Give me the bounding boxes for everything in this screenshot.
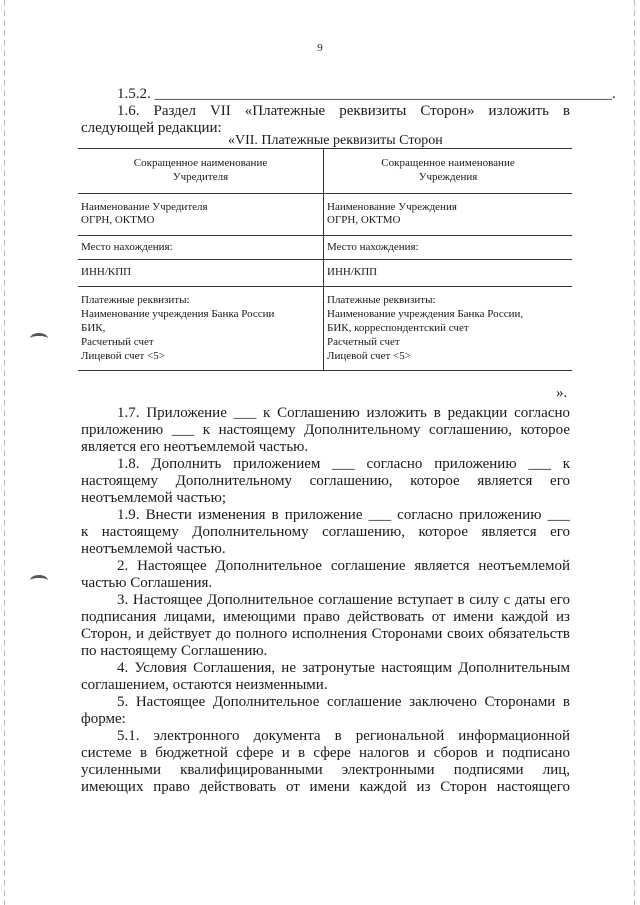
page-number: 9: [317, 42, 323, 54]
paragraph-1-9-line2: к настоящему Дополнительному соглашению, которое является его: [81, 524, 570, 540]
paragraph-5-1-line1: 5.1. электронного документа в региональной информационной: [117, 728, 570, 744]
paragraph-1-7-line3: является его неотъемлемой частью.: [81, 439, 309, 455]
institution-payment-line2: Наименование учреждения Банка России,: [327, 308, 524, 320]
institution-inn-cell: ИНН/КПП: [327, 266, 378, 278]
item-1-6-line2: следующей редакции:: [81, 120, 222, 136]
scan-edge-right: [634, 0, 635, 905]
paragraph-2-line2: частью Соглашения.: [81, 575, 213, 591]
paragraph-3-line4: по настоящему Соглашению.: [81, 643, 268, 659]
institution-ogrn-cell: ОГРН, ОКТМО: [327, 214, 401, 226]
founder-inn-cell: ИНН/КПП: [81, 266, 132, 278]
founder-payment-line1: Платежные реквизиты:: [81, 294, 190, 306]
table-closing-quote: ».: [556, 385, 568, 401]
paragraph-1-9-line1: 1.9. Внести изменения в приложение ___ согласно приложению ___: [117, 507, 570, 523]
paragraph-4-line1: 4. Условия Соглашения, не затронутые настоящим Дополнительным: [117, 660, 570, 676]
binder-hole-mark: [30, 575, 48, 586]
scan-edge-left: [4, 0, 5, 905]
paragraph-1-9-line3: неотъемлемой частью.: [81, 541, 226, 557]
institution-name-cell: Наименование Учреждения: [327, 201, 457, 213]
binder-hole-mark: [30, 333, 48, 344]
founder-name-cell: Наименование Учредителя: [81, 201, 208, 213]
paragraph-5-line2: форме:: [81, 711, 126, 727]
header-founder-line2: Учредителя: [172, 171, 229, 183]
paragraph-5-line1: 5. Настоящее Дополнительное соглашение заключено Сторонами в: [117, 694, 570, 710]
founder-address-cell: Место нахождения:: [81, 241, 173, 253]
table-title: «VII. Платежные реквизиты Сторон: [228, 133, 443, 148]
institution-payment-line3: БИК, корреспондентский счет: [327, 322, 469, 334]
table-row-divider: [78, 259, 572, 260]
paragraph-1-7-line1: 1.7. Приложение ___ к Соглашению изложить в редакции согласно: [117, 405, 570, 421]
table-row-divider: [78, 286, 572, 287]
paragraph-2-line1: 2. Настоящее Дополнительное соглашение является неотъемлемой: [117, 558, 570, 574]
paragraph-1-8-line3: неотъемлемой частью;: [81, 490, 226, 506]
paragraph-3-line3: Сторон, и действует до полного исполнения Сторонами своих обязательств: [81, 626, 570, 642]
paragraph-5-1-line3: усиленными квалифицированными электронными подписями лиц,: [81, 762, 570, 778]
founder-payment-line4: Расчетный счет: [81, 336, 154, 348]
paragraph-1-7-line2: приложению ___ к настоящему Дополнительному соглашению, которое: [81, 422, 570, 438]
paragraph-1-8-line1: 1.8. Дополнить приложением ___ согласно приложению ___ к: [117, 456, 570, 472]
paragraph-1-8-line2: настоящему Дополнительному соглашению, которое является его: [81, 473, 570, 489]
paragraph-4-line2: соглашением, остаются неизменными.: [81, 677, 328, 693]
founder-payment-line2: Наименование учреждения Банка России: [81, 308, 275, 320]
table-row-divider: [78, 193, 572, 194]
item-1-5-2: 1.5.2. _____________________________________________________________.: [117, 86, 616, 102]
paragraph-3-line2: подписания лицами, имеющими право действовать от имени каждой из: [81, 609, 570, 625]
item-1-6-line1: 1.6. Раздел VII «Платежные реквизиты Сторон» изложить в: [117, 103, 570, 119]
founder-ogrn-cell: ОГРН, ОКТМО: [81, 214, 155, 226]
institution-address-cell: Место нахождения:: [327, 241, 419, 253]
table-row-divider: [78, 235, 572, 236]
header-founder-line1: Сокращенное наименование: [133, 157, 268, 169]
institution-payment-line1: Платежные реквизиты:: [327, 294, 436, 306]
founder-payment-line3: БИК,: [81, 322, 106, 334]
paragraph-5-1-line2: системе в бюджетной сфере и в сфере налогов и сборов и подписано: [81, 745, 570, 761]
institution-payment-line4: Расчетный счет: [327, 336, 400, 348]
payment-details-table: [78, 148, 572, 371]
header-institution-line2: Учреждения: [418, 171, 478, 183]
institution-payment-line5: Лицевой счет <5>: [327, 350, 411, 362]
paragraph-3-line1: 3. Настоящее Дополнительное соглашение вступает в силу с даты его: [117, 592, 570, 608]
paragraph-5-1-line4: имеющих право действовать от имени каждой из Сторон настоящего: [81, 779, 570, 795]
header-institution-line1: Сокращенное наименование: [381, 157, 515, 169]
founder-payment-line5: Лицевой счет <5>: [81, 350, 165, 362]
